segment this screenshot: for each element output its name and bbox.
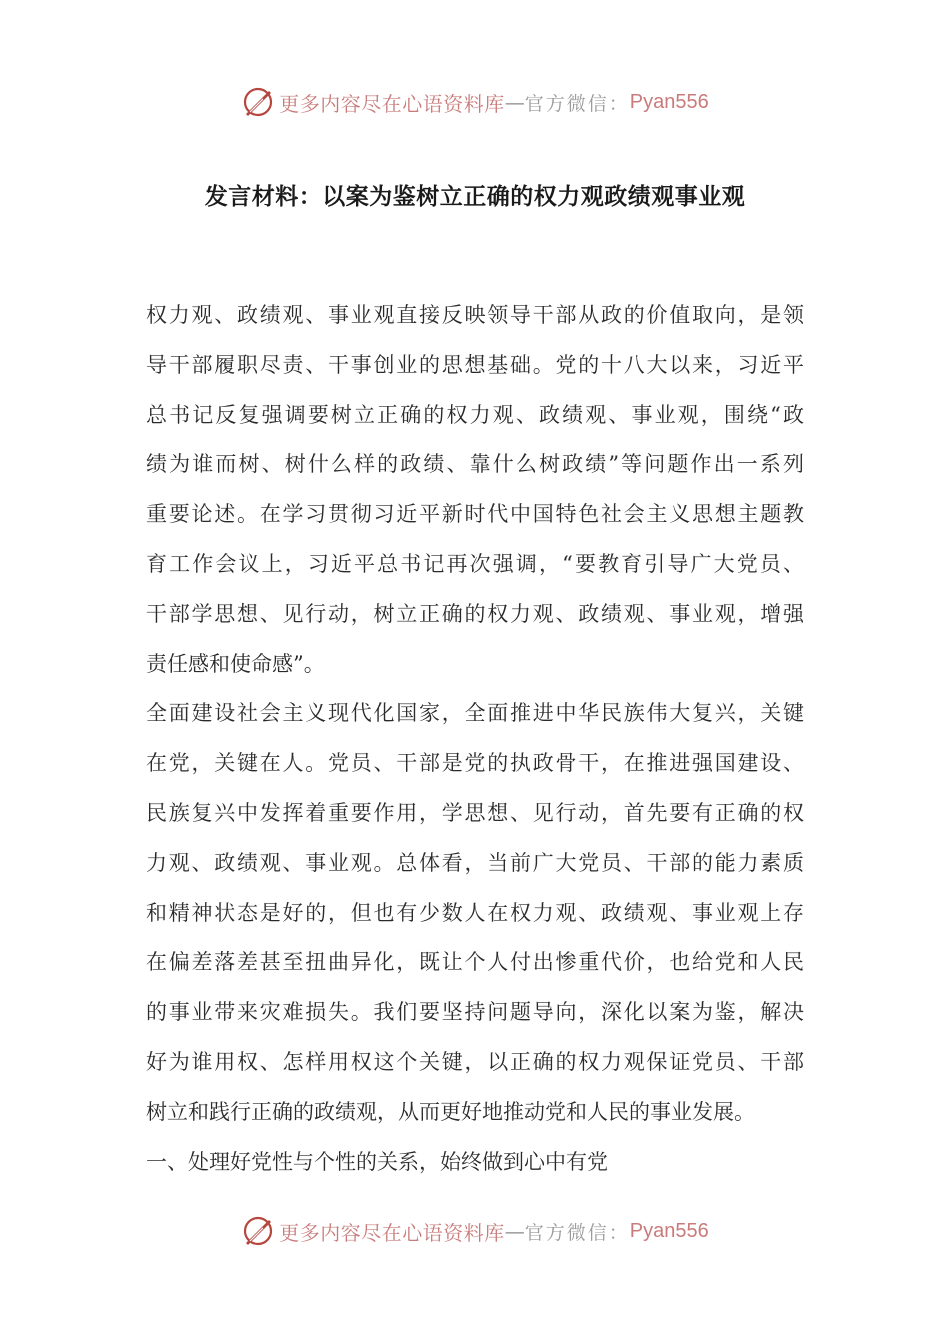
body-line: 重要论述。在学习贯彻习近平新时代中国特色社会主义思想主题教	[146, 502, 804, 527]
banner-site-text: 更多内容尽在心语资料库	[279, 91, 505, 116]
section-heading: 一、处理好党性与个性的关系，始终做到心中有党	[146, 1149, 608, 1174]
header-watermark-banner	[0, 82, 950, 122]
body-line: 好为谁用权、怎样用权这个关键，以正确的权力观保证党员、干部	[146, 1049, 804, 1074]
body-line: 干部学思想、见行动，树立正确的权力观、政绩观、事业观，增强	[146, 601, 804, 626]
banner-wechat-id: Pyan556	[629, 90, 709, 113]
body-line: 全面建设社会主义现代化国家，全面推进中华民族伟大复兴，关键	[146, 701, 804, 726]
footer-watermark-banner	[0, 1211, 950, 1251]
banner-wechat-id: Pyan556	[629, 1219, 709, 1242]
body-line: 导干部履职尽责、干事创业的思想基础。党的十八大以来，习近平	[146, 352, 804, 377]
body-line: 在偏差落差甚至扭曲异化，既让个人付出惨重代价，也给党和人民	[146, 950, 804, 975]
banner-wechat-label: 官方微信：	[524, 1221, 630, 1244]
body-line: 树立和践行正确的政绩观，从而更好地推动党和人民的事业发展。	[146, 1099, 755, 1124]
banner-site-text: 更多内容尽在心语资料库	[279, 1220, 505, 1245]
body-line: 总书记反复强调要树立正确的权力观、政绩观、事业观，围绕“政	[146, 402, 804, 427]
body-line: 民族复兴中发挥着重要作用，学思想、见行动，首先要有正确的权	[146, 800, 804, 825]
body-line: 的事业带来灾难损失。我们要坚持问题导向，深化以案为鉴，解决	[146, 1000, 804, 1025]
pen-logo-icon	[241, 85, 275, 119]
body-line: 责任感和使命感”。	[146, 651, 325, 676]
body-line: 力观、政绩观、事业观。总体看，当前广大党员、干部的能力素质	[146, 850, 804, 875]
body-line: 在党，关键在人。党员、干部是党的执政骨干，在推进强国建设、	[146, 751, 804, 776]
body-line: 权力观、政绩观、事业观直接反映领导干部从政的价值取向，是领	[146, 303, 804, 327]
banner-separator: —	[504, 1219, 525, 1243]
document-title: 发言材料：以案为鉴树立正确的权力观政绩观事业观	[204, 184, 746, 210]
body-line: 和精神状态是好的，但也有少数人在权力观、政绩观、事业观上存	[146, 900, 804, 925]
document-body	[146, 292, 804, 1188]
banner-separator: —	[504, 90, 525, 114]
banner-wechat-label: 官方微信：	[524, 92, 630, 115]
body-line: 绩为谁而树、树什么样的政绩、靠什么树政绩”等问题作出一系列	[146, 452, 804, 477]
body-line: 育工作会议上，习近平总书记再次强调，“要教育引导广大党员、	[146, 551, 804, 576]
pen-logo-icon	[241, 1214, 275, 1248]
